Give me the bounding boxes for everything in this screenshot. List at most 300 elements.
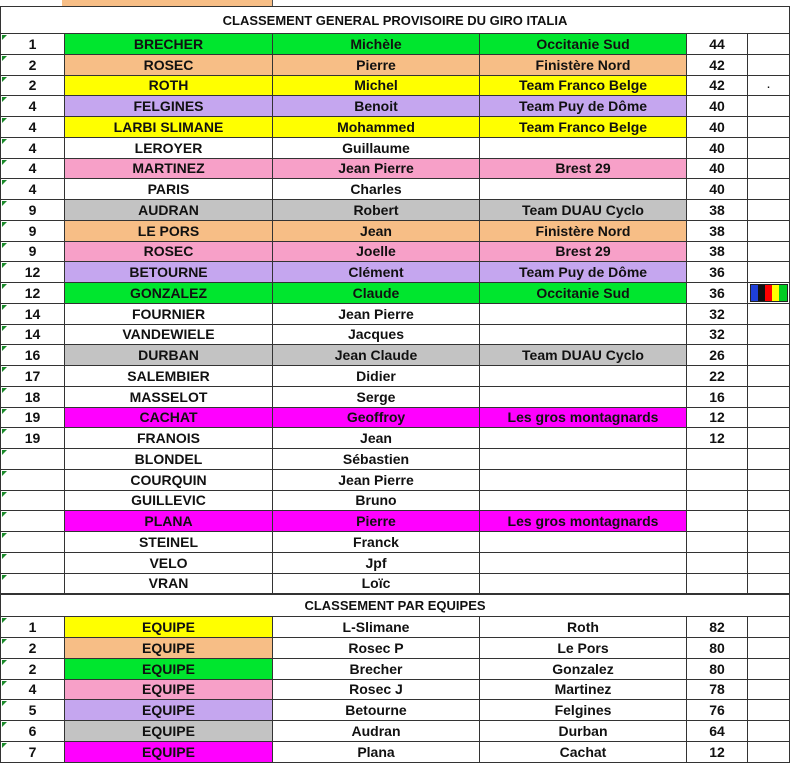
comment-marker-icon bbox=[2, 722, 7, 727]
team-cell[interactable] bbox=[480, 221, 687, 242]
comment-marker-icon bbox=[2, 346, 7, 351]
first-name-cell[interactable] bbox=[273, 387, 480, 408]
rank-cell[interactable] bbox=[0, 325, 65, 346]
comment-marker-icon bbox=[2, 429, 7, 434]
team-cell[interactable] bbox=[480, 511, 687, 532]
flag-stripe bbox=[758, 285, 765, 301]
name-cell[interactable] bbox=[65, 491, 273, 512]
table-row bbox=[0, 574, 791, 595]
first-name-cell[interactable] bbox=[273, 179, 480, 200]
rank-cell[interactable] bbox=[0, 159, 65, 180]
points-cell[interactable] bbox=[687, 304, 748, 325]
rank-cell[interactable] bbox=[0, 34, 65, 55]
first-name-cell[interactable] bbox=[273, 532, 480, 553]
points-cell[interactable] bbox=[687, 262, 748, 283]
team-cell[interactable] bbox=[480, 200, 687, 221]
name-cell[interactable] bbox=[65, 574, 273, 595]
name-cell-text: PLANA bbox=[144, 513, 193, 530]
extra-cell[interactable] bbox=[748, 428, 790, 449]
name-cell[interactable] bbox=[65, 55, 273, 76]
rank-cell[interactable] bbox=[0, 179, 65, 200]
first-name-cell-text: Jean Pierre bbox=[338, 160, 414, 177]
first-name-cell[interactable] bbox=[273, 283, 480, 304]
team-rank-cell-text: 6 bbox=[28, 722, 37, 739]
team-points-cell[interactable] bbox=[687, 700, 748, 721]
team-points-cell[interactable] bbox=[687, 638, 748, 659]
rank-cell-text: 18 bbox=[24, 388, 41, 405]
points-cell[interactable] bbox=[687, 76, 748, 97]
team-extra-cell[interactable] bbox=[748, 617, 790, 638]
first-name-cell-text: Jean bbox=[360, 430, 392, 447]
first-name-cell[interactable] bbox=[273, 470, 480, 491]
name-cell[interactable] bbox=[65, 138, 273, 159]
name-cell[interactable] bbox=[65, 553, 273, 574]
extra-cell[interactable] bbox=[748, 408, 790, 429]
name-cell[interactable] bbox=[65, 200, 273, 221]
first-name-cell[interactable] bbox=[273, 366, 480, 387]
team-cell[interactable] bbox=[480, 96, 687, 117]
team-cell[interactable] bbox=[480, 428, 687, 449]
first-name-cell[interactable] bbox=[273, 138, 480, 159]
team-label-cell[interactable] bbox=[65, 638, 273, 659]
rank-cell[interactable] bbox=[0, 470, 65, 491]
first-name-cell-text: Jacques bbox=[347, 326, 405, 343]
rank-cell-text: 19 bbox=[24, 409, 41, 426]
team-cell[interactable] bbox=[480, 408, 687, 429]
rank-cell[interactable] bbox=[0, 242, 65, 263]
extra-cell[interactable] bbox=[748, 470, 790, 491]
first-name-cell[interactable] bbox=[273, 159, 480, 180]
rank-cell-text: 2 bbox=[28, 77, 37, 94]
first-name-cell[interactable] bbox=[273, 511, 480, 532]
table-row bbox=[0, 366, 791, 387]
comment-marker-icon bbox=[2, 639, 7, 644]
name-cell-text: MARTINEZ bbox=[132, 160, 205, 177]
extra-cell[interactable] bbox=[748, 491, 790, 512]
rank-cell-text: 12 bbox=[24, 264, 41, 281]
points-cell[interactable] bbox=[687, 200, 748, 221]
team-cell[interactable] bbox=[480, 179, 687, 200]
flag-stripe bbox=[779, 285, 786, 301]
team-label-cell[interactable] bbox=[65, 680, 273, 701]
first-name-cell[interactable] bbox=[273, 491, 480, 512]
first-name-cell[interactable] bbox=[273, 553, 480, 574]
team-rank-cell-text: 2 bbox=[28, 660, 37, 677]
team-member-b-cell-text: Gonzalez bbox=[552, 660, 614, 677]
comment-marker-icon bbox=[2, 139, 7, 144]
first-name-cell[interactable] bbox=[273, 428, 480, 449]
team-cell[interactable] bbox=[480, 34, 687, 55]
points-cell[interactable] bbox=[687, 221, 748, 242]
rank-cell-text: 12 bbox=[24, 284, 41, 301]
team-cell[interactable] bbox=[480, 387, 687, 408]
points-cell[interactable] bbox=[687, 242, 748, 263]
table-row bbox=[0, 200, 791, 221]
team-cell-text: Team Puy de Dôme bbox=[518, 264, 648, 281]
team-points-cell-text: 76 bbox=[709, 702, 725, 719]
name-cell-text: ROTH bbox=[148, 77, 189, 94]
team-cell[interactable] bbox=[480, 325, 687, 346]
name-cell[interactable] bbox=[65, 179, 273, 200]
first-name-cell[interactable] bbox=[273, 242, 480, 263]
points-cell[interactable] bbox=[687, 553, 748, 574]
points-cell[interactable] bbox=[687, 532, 748, 553]
rank-cell-text: 17 bbox=[24, 367, 41, 384]
first-name-cell[interactable] bbox=[273, 55, 480, 76]
comment-marker-icon bbox=[2, 305, 7, 310]
team-member-b-cell-text: Durban bbox=[558, 722, 608, 739]
extra-cell[interactable] bbox=[748, 55, 790, 76]
first-name-cell[interactable] bbox=[273, 221, 480, 242]
rank-cell[interactable] bbox=[0, 221, 65, 242]
points-cell[interactable] bbox=[687, 387, 748, 408]
team-points-cell-text: 64 bbox=[709, 722, 725, 739]
extra-cell[interactable] bbox=[748, 553, 790, 574]
team-rank-cell[interactable] bbox=[0, 617, 65, 638]
points-cell[interactable] bbox=[687, 55, 748, 76]
first-name-cell[interactable] bbox=[273, 117, 480, 138]
name-cell[interactable] bbox=[65, 387, 273, 408]
name-cell[interactable] bbox=[65, 283, 273, 304]
points-cell[interactable] bbox=[687, 470, 748, 491]
rank-cell-text: 4 bbox=[28, 98, 37, 115]
points-cell-text: 40 bbox=[709, 139, 725, 156]
team-extra-cell[interactable] bbox=[748, 659, 790, 680]
team-rank-cell[interactable] bbox=[0, 659, 65, 680]
team-member-b-cell[interactable] bbox=[480, 742, 687, 763]
points-cell[interactable] bbox=[687, 449, 748, 470]
team-rank-cell[interactable] bbox=[0, 680, 65, 701]
first-name-cell-text: Claude bbox=[352, 284, 400, 301]
comment-marker-icon bbox=[2, 533, 7, 538]
rank-cell[interactable] bbox=[0, 200, 65, 221]
rank-cell[interactable] bbox=[0, 96, 65, 117]
team-member-b-cell[interactable] bbox=[480, 721, 687, 742]
team-rank-cell[interactable] bbox=[0, 742, 65, 763]
name-cell-text: VRAN bbox=[148, 575, 189, 592]
comment-marker-icon bbox=[2, 118, 7, 123]
name-cell[interactable] bbox=[65, 470, 273, 491]
first-name-cell-text: Pierre bbox=[356, 56, 396, 73]
team-rank-cell[interactable] bbox=[0, 721, 65, 742]
table-row bbox=[0, 408, 791, 429]
first-name-cell[interactable] bbox=[273, 96, 480, 117]
comment-marker-icon bbox=[2, 743, 7, 748]
extra-cell[interactable] bbox=[748, 532, 790, 553]
team-member-b-cell[interactable] bbox=[480, 680, 687, 701]
points-cell-text: 26 bbox=[709, 347, 725, 364]
team-row bbox=[0, 638, 791, 659]
team-rank-cell-text: 5 bbox=[28, 702, 37, 719]
team-label-cell-text: EQUIPE bbox=[142, 722, 195, 739]
first-name-cell[interactable] bbox=[273, 408, 480, 429]
table-row bbox=[0, 262, 791, 283]
rank-cell[interactable] bbox=[0, 76, 65, 97]
comment-marker-icon bbox=[2, 160, 7, 165]
team-label-cell[interactable] bbox=[65, 742, 273, 763]
team-rank-cell[interactable] bbox=[0, 700, 65, 721]
first-name-cell-text: Jean Claude bbox=[334, 347, 418, 364]
rank-cell[interactable] bbox=[0, 449, 65, 470]
name-cell[interactable] bbox=[65, 117, 273, 138]
rank-cell[interactable] bbox=[0, 532, 65, 553]
points-cell[interactable] bbox=[687, 511, 748, 532]
first-name-cell[interactable] bbox=[273, 34, 480, 55]
team-points-cell[interactable] bbox=[687, 617, 748, 638]
team-cell[interactable] bbox=[480, 532, 687, 553]
team-cell-text: Team Puy de Dôme bbox=[518, 98, 648, 115]
team-points-cell[interactable] bbox=[687, 721, 748, 742]
rank-cell[interactable] bbox=[0, 408, 65, 429]
team-cell[interactable] bbox=[480, 345, 687, 366]
team-extra-cell[interactable] bbox=[748, 700, 790, 721]
team-points-cell-text: 78 bbox=[709, 681, 725, 698]
points-cell[interactable] bbox=[687, 428, 748, 449]
name-cell-text: GONZALEZ bbox=[130, 284, 207, 301]
points-cell[interactable] bbox=[687, 325, 748, 346]
extra-cell[interactable] bbox=[748, 387, 790, 408]
name-cell[interactable] bbox=[65, 242, 273, 263]
name-cell[interactable] bbox=[65, 304, 273, 325]
extra-cell[interactable] bbox=[748, 325, 790, 346]
team-cell[interactable] bbox=[480, 242, 687, 263]
team-cell[interactable] bbox=[480, 304, 687, 325]
team-member-a-cell[interactable] bbox=[273, 742, 480, 763]
extra-cell[interactable] bbox=[748, 200, 790, 221]
table-row bbox=[0, 532, 791, 553]
first-name-cell[interactable] bbox=[273, 262, 480, 283]
team-cell[interactable] bbox=[480, 55, 687, 76]
team-extra-cell[interactable] bbox=[748, 721, 790, 742]
points-cell[interactable] bbox=[687, 283, 748, 304]
first-name-cell[interactable] bbox=[273, 345, 480, 366]
rank-cell[interactable] bbox=[0, 345, 65, 366]
extra-cell[interactable] bbox=[748, 262, 790, 283]
team-member-a-cell[interactable] bbox=[273, 721, 480, 742]
team-extra-cell[interactable] bbox=[748, 680, 790, 701]
points-cell[interactable] bbox=[687, 408, 748, 429]
extra-cell[interactable] bbox=[748, 283, 790, 304]
team-member-b-cell[interactable] bbox=[480, 617, 687, 638]
team-label-cell[interactable] bbox=[65, 617, 273, 638]
team-label-cell[interactable] bbox=[65, 700, 273, 721]
rank-cell[interactable] bbox=[0, 366, 65, 387]
name-cell[interactable] bbox=[65, 449, 273, 470]
extra-cell[interactable] bbox=[748, 117, 790, 138]
points-cell[interactable] bbox=[687, 366, 748, 387]
team-member-a-cell[interactable] bbox=[273, 680, 480, 701]
name-cell-text: COURQUIN bbox=[130, 471, 207, 488]
team-cell[interactable] bbox=[480, 76, 687, 97]
team-row bbox=[0, 659, 791, 680]
name-cell-text: MASSELOT bbox=[129, 388, 208, 405]
rank-cell[interactable] bbox=[0, 553, 65, 574]
rank-cell-text: 4 bbox=[28, 139, 37, 156]
team-points-cell-text: 12 bbox=[709, 743, 725, 760]
comment-marker-icon bbox=[2, 492, 7, 497]
team-cell[interactable] bbox=[480, 491, 687, 512]
name-cell[interactable] bbox=[65, 511, 273, 532]
extra-cell[interactable] bbox=[748, 511, 790, 532]
rank-cell-text: 14 bbox=[24, 305, 41, 322]
points-cell-text: 32 bbox=[709, 326, 725, 343]
name-cell-text: DURBAN bbox=[138, 347, 199, 364]
name-cell[interactable] bbox=[65, 366, 273, 387]
comment-marker-icon bbox=[2, 77, 7, 82]
first-name-cell-text: Geoffroy bbox=[346, 409, 406, 426]
table-row bbox=[0, 283, 791, 304]
team-member-a-cell[interactable] bbox=[273, 659, 480, 680]
first-name-cell[interactable] bbox=[273, 449, 480, 470]
points-cell-text: 40 bbox=[709, 181, 725, 198]
points-cell-text: 36 bbox=[709, 264, 725, 281]
team-cell[interactable] bbox=[480, 138, 687, 159]
extra-cell[interactable] bbox=[748, 449, 790, 470]
table-row bbox=[0, 325, 791, 346]
table-row bbox=[0, 553, 791, 574]
name-cell[interactable] bbox=[65, 345, 273, 366]
name-cell[interactable] bbox=[65, 532, 273, 553]
extra-cell[interactable] bbox=[748, 179, 790, 200]
team-cell[interactable] bbox=[480, 366, 687, 387]
team-member-a-cell[interactable] bbox=[273, 700, 480, 721]
comment-marker-icon bbox=[2, 263, 7, 268]
comment-marker-icon bbox=[2, 243, 7, 248]
team-cell[interactable] bbox=[480, 283, 687, 304]
table-row bbox=[0, 345, 791, 366]
table-row bbox=[0, 511, 791, 532]
comment-marker-icon bbox=[2, 180, 7, 185]
team-member-b-cell-text: Le Pors bbox=[557, 639, 609, 656]
team-member-a-cell-text: Audran bbox=[351, 722, 401, 739]
rank-cell[interactable] bbox=[0, 262, 65, 283]
extra-cell[interactable] bbox=[748, 345, 790, 366]
team-rank-cell-text: 2 bbox=[28, 639, 37, 656]
first-name-cell[interactable] bbox=[273, 200, 480, 221]
name-cell-text: BRECHER bbox=[133, 35, 204, 52]
team-member-b-cell[interactable] bbox=[480, 700, 687, 721]
first-name-cell-text: Joelle bbox=[356, 243, 396, 260]
rank-cell[interactable] bbox=[0, 304, 65, 325]
name-cell[interactable] bbox=[65, 325, 273, 346]
team-member-b-cell[interactable] bbox=[480, 638, 687, 659]
team-cell[interactable] bbox=[480, 449, 687, 470]
name-cell[interactable] bbox=[65, 96, 273, 117]
team-points-cell[interactable] bbox=[687, 659, 748, 680]
team-points-cell[interactable] bbox=[687, 742, 748, 763]
name-cell[interactable] bbox=[65, 76, 273, 97]
extra-cell[interactable] bbox=[748, 366, 790, 387]
name-cell-text: FOURNIER bbox=[131, 305, 206, 322]
extra-cell[interactable] bbox=[748, 76, 790, 97]
name-cell[interactable] bbox=[65, 221, 273, 242]
rank-cell[interactable] bbox=[0, 55, 65, 76]
extra-cell[interactable] bbox=[748, 96, 790, 117]
team-label-cell-text: EQUIPE bbox=[142, 702, 195, 719]
table-row bbox=[0, 491, 791, 512]
points-cell[interactable] bbox=[687, 34, 748, 55]
comment-marker-icon bbox=[2, 681, 7, 686]
team-cell[interactable] bbox=[480, 117, 687, 138]
points-cell[interactable] bbox=[687, 491, 748, 512]
name-cell[interactable] bbox=[65, 428, 273, 449]
team-cell-text: Brest 29 bbox=[555, 160, 611, 177]
first-name-cell[interactable] bbox=[273, 76, 480, 97]
name-cell-text: ROSEC bbox=[143, 243, 194, 260]
team-member-a-cell-text: L-Slimane bbox=[342, 619, 410, 636]
rank-cell[interactable] bbox=[0, 428, 65, 449]
team-extra-cell[interactable] bbox=[748, 742, 790, 763]
team-cell[interactable] bbox=[480, 574, 687, 595]
team-cell[interactable] bbox=[480, 553, 687, 574]
team-label-cell-text: EQUIPE bbox=[142, 743, 195, 760]
first-name-cell[interactable] bbox=[273, 574, 480, 595]
team-extra-cell[interactable] bbox=[748, 638, 790, 659]
team-points-cell-text: 80 bbox=[709, 660, 725, 677]
extra-cell[interactable] bbox=[748, 138, 790, 159]
extra-cell[interactable] bbox=[748, 34, 790, 55]
rank-cell[interactable] bbox=[0, 511, 65, 532]
team-cell[interactable] bbox=[480, 470, 687, 491]
flag-stripe bbox=[751, 285, 758, 301]
team-cell[interactable] bbox=[480, 159, 687, 180]
extra-cell[interactable] bbox=[748, 304, 790, 325]
team-rank-cell[interactable] bbox=[0, 638, 65, 659]
rank-cell[interactable] bbox=[0, 387, 65, 408]
extra-cell[interactable] bbox=[748, 242, 790, 263]
table-row bbox=[0, 179, 791, 200]
extra-cell[interactable] bbox=[748, 221, 790, 242]
team-points-cell-text: 82 bbox=[709, 619, 725, 636]
team-member-b-cell-text: Roth bbox=[567, 619, 599, 636]
points-cell[interactable] bbox=[687, 138, 748, 159]
rank-cell[interactable] bbox=[0, 491, 65, 512]
points-cell[interactable] bbox=[687, 117, 748, 138]
team-member-b-cell[interactable] bbox=[480, 659, 687, 680]
first-name-cell-text: Didier bbox=[356, 367, 396, 384]
points-cell-text: 36 bbox=[709, 284, 725, 301]
points-cell[interactable] bbox=[687, 574, 748, 595]
points-cell[interactable] bbox=[687, 159, 748, 180]
comment-marker-icon bbox=[2, 35, 7, 40]
name-cell[interactable] bbox=[65, 34, 273, 55]
extra-cell[interactable] bbox=[748, 574, 790, 595]
team-label-cell[interactable] bbox=[65, 721, 273, 742]
name-cell-text: ROSEC bbox=[143, 56, 194, 73]
name-cell[interactable] bbox=[65, 262, 273, 283]
points-cell-text: 12 bbox=[709, 409, 725, 426]
team-cell[interactable] bbox=[480, 262, 687, 283]
name-cell[interactable] bbox=[65, 408, 273, 429]
rank-cell[interactable] bbox=[0, 117, 65, 138]
extra-cell[interactable] bbox=[748, 159, 790, 180]
team-points-cell[interactable] bbox=[687, 680, 748, 701]
team-member-a-cell[interactable] bbox=[273, 617, 480, 638]
comment-marker-icon bbox=[2, 388, 7, 393]
first-name-cell[interactable] bbox=[273, 304, 480, 325]
points-cell[interactable] bbox=[687, 179, 748, 200]
rank-cell[interactable] bbox=[0, 283, 65, 304]
name-cell[interactable] bbox=[65, 159, 273, 180]
rank-cell[interactable] bbox=[0, 574, 65, 595]
first-name-cell[interactable] bbox=[273, 325, 480, 346]
team-rank-cell-text: 7 bbox=[28, 743, 37, 760]
points-cell[interactable] bbox=[687, 345, 748, 366]
team-label-cell[interactable] bbox=[65, 659, 273, 680]
points-cell[interactable] bbox=[687, 96, 748, 117]
team-member-a-cell[interactable] bbox=[273, 638, 480, 659]
rank-cell[interactable] bbox=[0, 138, 65, 159]
